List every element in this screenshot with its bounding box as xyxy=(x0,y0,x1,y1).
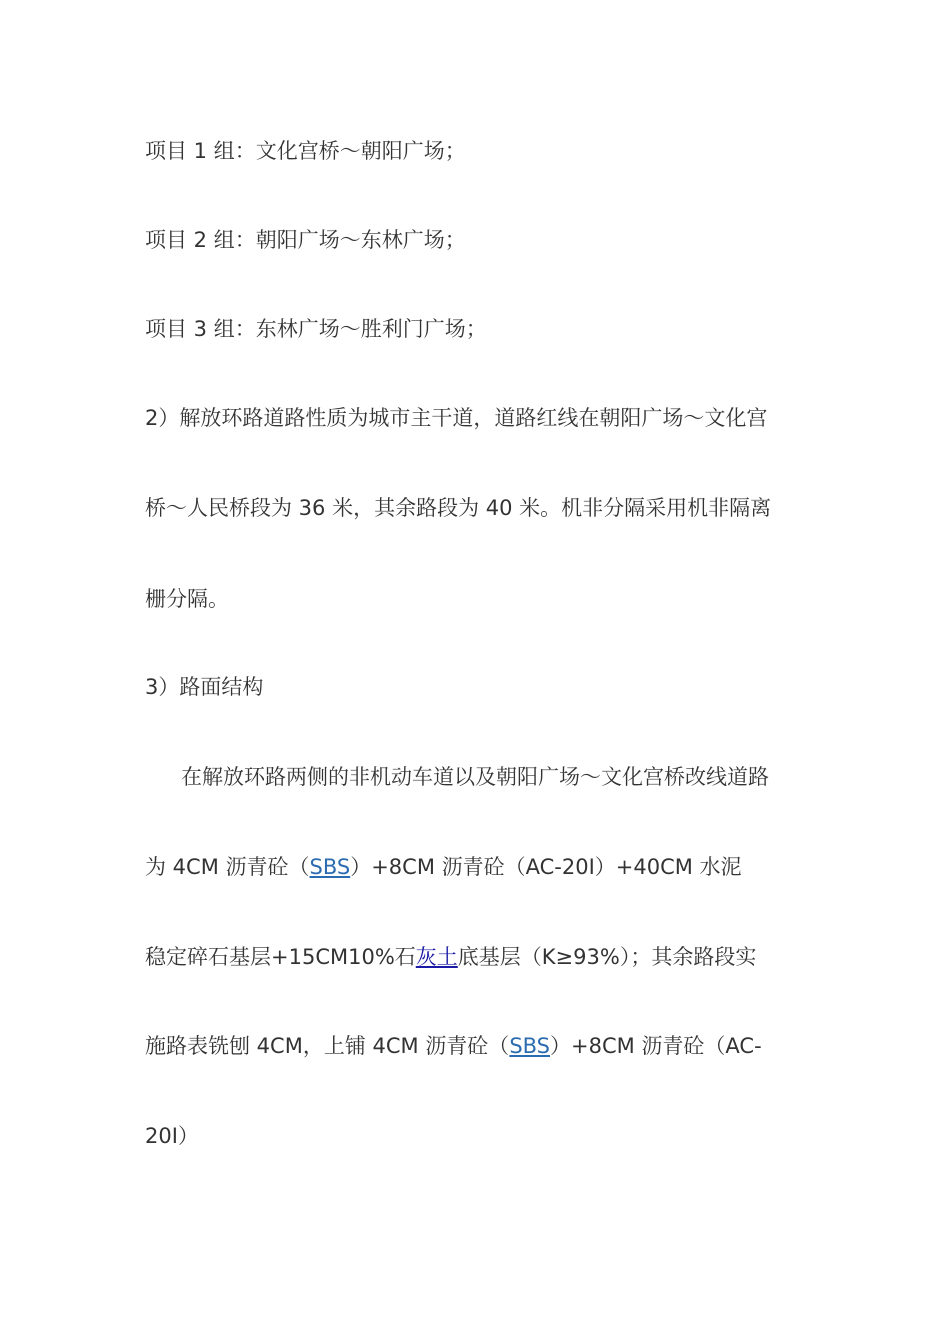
pavement-line-2-text-b: ）+8CM 沥青砼（AC-20Ⅰ）+40CM 水泥 xyxy=(350,855,742,879)
pavement-paragraph-line-3 xyxy=(145,942,815,972)
road-nature-paragraph-line-2: 桥～人民桥段为 36 米，其余路段为 40 米。机非分隔采用机非隔离 xyxy=(145,496,772,520)
pavement-paragraph-line-2 xyxy=(145,852,815,882)
pavement-paragraph-line-1: 在解放环路两侧的非机动车道以及朝阳广场～文化宫桥改线道路 xyxy=(181,765,769,789)
pavement-line-4-text-a: 施路表铣刨 4CM，上铺 4CM 沥青砼（ xyxy=(145,1034,510,1058)
pavement-line-2-text-a: 为 4CM 沥青砼（ xyxy=(145,855,310,879)
project-group-1-line: 项目 1 组：文化宫桥～朝阳广场； xyxy=(145,139,466,163)
pavement-paragraph-line-4 xyxy=(145,1031,815,1061)
road-nature-paragraph-line-1: 2）解放环路道路性质为城市主干道，道路红线在朝阳广场～文化宫 xyxy=(145,406,768,430)
sbs-link-2[interactable]: SBS xyxy=(509,1034,551,1058)
pavement-line-3-text-a: 稳定碎石基层+15CM10%石 xyxy=(145,945,416,969)
sbs-link[interactable]: SBS xyxy=(309,855,351,879)
lime-soil-link[interactable]: 灰土 xyxy=(415,945,458,969)
pavement-line-4-text-b: ）+8CM 沥青砼（AC- xyxy=(550,1034,762,1058)
project-group-3-line: 项目 3 组：东林广场～胜利门广场； xyxy=(145,317,487,341)
project-group-2-line: 项目 2 组：朝阳广场～东林广场； xyxy=(145,228,466,252)
pavement-line-3-text-b: 底基层（K≥93%）；其余路段实 xyxy=(457,945,757,969)
pavement-paragraph-line-5: 20Ⅰ） xyxy=(145,1124,199,1148)
pavement-structure-heading: 3）路面结构 xyxy=(145,675,264,699)
road-nature-paragraph-line-3: 栅分隔。 xyxy=(145,587,229,611)
